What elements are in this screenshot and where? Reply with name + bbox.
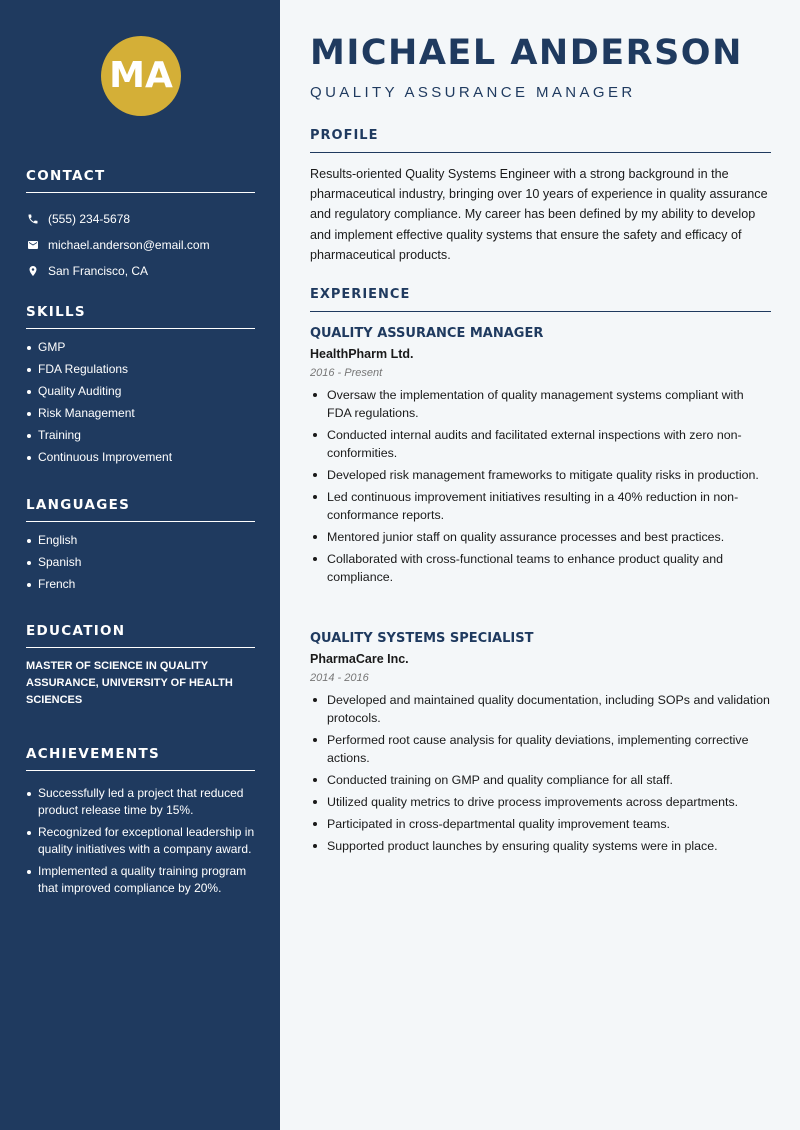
avatar-initials: MA <box>101 36 181 116</box>
profile-text: Results-oriented Quality Systems Engineer with a strong background in the pharmaceutical industry, bringing over 10 years of experience in quality assurance and regulatory compliance. My career has been defined by my ability to develop and implement effective quality systems that ensure the safety and efficacy of pharmaceutical products. <box>310 167 768 262</box>
job-bullets <box>310 691 771 855</box>
job-bullet: Developed risk management frameworks to mitigate quality risks in production. <box>310 466 771 484</box>
skill-item: GMP <box>26 339 255 356</box>
skill-item: Quality Auditing <box>26 383 255 400</box>
skills-list <box>26 339 255 466</box>
profile-heading: PROFILE <box>310 128 771 153</box>
job-bullet: Developed and maintained quality documentation, including SOPs and validation protocols. <box>310 691 771 727</box>
languages-heading: LANGUAGES <box>26 497 255 522</box>
language-item: English <box>26 532 255 549</box>
skill-item: Training <box>26 427 255 444</box>
phone-icon <box>26 213 39 226</box>
skill-item: Continuous Improvement <box>26 449 255 466</box>
achievements-heading: ACHIEVEMENTS <box>26 746 255 771</box>
candidate-title: QUALITY ASSURANCE MANAGER <box>310 84 636 101</box>
job-bullet: Mentored junior staff on quality assurance processes and best practices. <box>310 528 771 546</box>
achievements-section <box>26 746 255 902</box>
sidebar <box>0 0 280 1130</box>
mail-icon <box>26 239 39 252</box>
job-company: HealthPharm Ltd. <box>310 347 414 361</box>
contact-location <box>26 258 255 284</box>
job-bullet: Participated in cross-departmental quality improvement teams. <box>310 815 771 833</box>
job-entry <box>310 631 771 859</box>
job-role: QUALITY ASSURANCE MANAGER <box>310 326 544 341</box>
job-entry <box>310 326 771 590</box>
job-bullet: Utilized quality metrics to drive process improvements across departments. <box>310 793 771 811</box>
location-text: San Francisco, CA <box>48 264 149 278</box>
languages-list <box>26 532 255 593</box>
location-pin-icon <box>26 265 39 278</box>
achievement-item: Recognized for exceptional leadership in quality initiatives with a company award. <box>26 824 255 858</box>
contact-phone <box>26 206 255 232</box>
education-section <box>26 623 255 709</box>
skill-item: Risk Management <box>26 405 255 422</box>
achievement-item: Implemented a quality training program that improved compliance by 20%. <box>26 863 255 897</box>
job-dates: 2014 - 2016 <box>310 672 369 684</box>
contact-email <box>26 232 255 258</box>
job-bullet: Led continuous improvement initiatives resulting in a 40% reduction in non-conformance reports. <box>310 488 771 524</box>
job-dates: 2016 - Present <box>310 367 383 379</box>
contact-heading: CONTACT <box>26 168 255 193</box>
job-bullet: Oversaw the implementation of quality management systems compliant with FDA regulations. <box>310 386 771 422</box>
job-company: PharmaCare Inc. <box>310 652 409 666</box>
achievements-list <box>26 785 255 897</box>
email-text[interactable]: michael.anderson@email.com <box>48 238 210 252</box>
job-bullet: Conducted training on GMP and quality compliance for all staff. <box>310 771 771 789</box>
phone-text: (555) 234-5678 <box>48 212 131 226</box>
contact-section <box>26 168 255 284</box>
job-bullet: Conducted internal audits and facilitated external inspections with zero non-conformities. <box>310 426 771 462</box>
language-item: French <box>26 576 255 593</box>
job-role: QUALITY SYSTEMS SPECIALIST <box>310 631 534 646</box>
job-bullet: Collaborated with cross-functional teams to enhance product quality and compliance. <box>310 550 771 586</box>
languages-section <box>26 497 255 598</box>
language-item: Spanish <box>26 554 255 571</box>
candidate-name: MICHAEL ANDERSON <box>310 33 743 73</box>
job-bullet: Performed root cause analysis for quality deviations, implementing corrective actions. <box>310 731 771 767</box>
job-bullets <box>310 386 771 586</box>
skills-heading: SKILLS <box>26 304 255 329</box>
job-bullet: Supported product launches by ensuring quality systems were in place. <box>310 837 771 855</box>
education-degree: MASTER OF SCIENCE IN QUALITY ASSURANCE, UNIVERSITY OF HEALTH SCIENCES <box>26 660 233 706</box>
education-heading: EDUCATION <box>26 623 255 648</box>
experience-heading: EXPERIENCE <box>310 287 771 312</box>
contact-list <box>26 206 255 284</box>
skills-section <box>26 304 255 471</box>
skill-item: FDA Regulations <box>26 361 255 378</box>
achievement-item: Successfully led a project that reduced product release time by 15%. <box>26 785 255 819</box>
